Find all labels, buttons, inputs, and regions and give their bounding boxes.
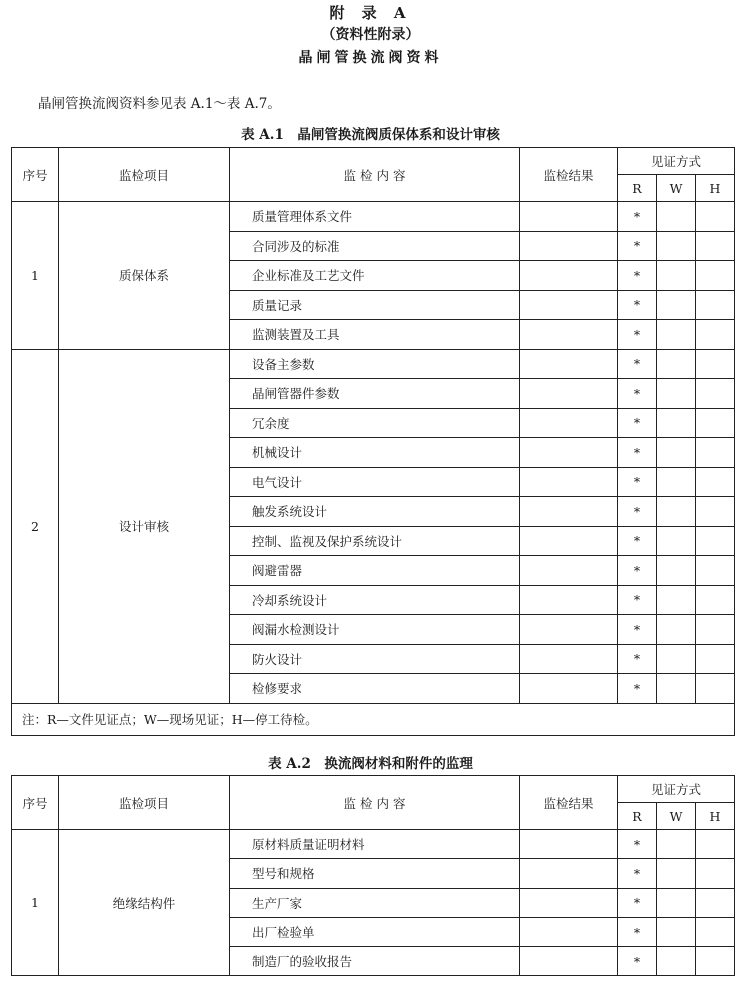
content-cell: 冗余度 <box>230 408 520 438</box>
content-cell: 制造厂的验收报告 <box>230 947 520 976</box>
witness-h-cell <box>696 888 735 917</box>
table-a2-body <box>12 830 735 976</box>
witness-r-cell: * <box>618 615 657 645</box>
column-header-item: 监检项目 <box>59 776 230 830</box>
content-cell: 企业标准及工艺文件 <box>230 261 520 291</box>
content-cell: 原材料质量证明材料 <box>230 830 520 859</box>
witness-w-cell <box>657 231 696 261</box>
witness-r-cell: * <box>618 202 657 232</box>
column-header-witness: 见证方式 <box>618 776 735 803</box>
witness-w-cell <box>657 674 696 704</box>
witness-r-cell: * <box>618 888 657 917</box>
witness-r-cell: * <box>618 231 657 261</box>
witness-w-cell <box>657 202 696 232</box>
witness-r-cell: * <box>618 859 657 888</box>
item-cell: 设计审核 <box>59 349 230 703</box>
witness-h-cell <box>696 349 735 379</box>
witness-h-cell <box>696 674 735 704</box>
result-cell <box>520 556 618 586</box>
appendix-type: （资料性附录） <box>321 27 420 43</box>
result-cell <box>520 202 618 232</box>
result-cell <box>520 320 618 350</box>
witness-r-cell: * <box>618 526 657 556</box>
content-cell: 生产厂家 <box>230 888 520 917</box>
result-cell <box>520 585 618 615</box>
column-header-result: 监检结果 <box>520 148 618 202</box>
result-cell <box>520 615 618 645</box>
column-header-h: H <box>696 175 735 202</box>
result-cell <box>520 830 618 859</box>
witness-r-cell: * <box>618 320 657 350</box>
table-a2-caption: 表 A.2 换流阀材料和附件的监理 <box>268 756 473 772</box>
result-cell <box>520 408 618 438</box>
result-cell <box>520 674 618 704</box>
result-cell <box>520 644 618 674</box>
content-cell: 触发系统设计 <box>230 497 520 527</box>
witness-r-cell: * <box>618 408 657 438</box>
witness-h-cell <box>696 231 735 261</box>
witness-r-cell: * <box>618 497 657 527</box>
result-cell <box>520 379 618 409</box>
result-cell <box>520 888 618 917</box>
column-header-seq: 序号 <box>12 148 59 202</box>
table-row <box>12 202 735 232</box>
column-header-r: R <box>618 175 657 202</box>
witness-h-cell <box>696 526 735 556</box>
witness-h-cell <box>696 644 735 674</box>
column-header-witness: 见证方式 <box>618 148 735 175</box>
seq-cell: 2 <box>12 349 59 703</box>
witness-h-cell <box>696 202 735 232</box>
witness-r-cell: * <box>618 674 657 704</box>
content-cell: 监测装置及工具 <box>230 320 520 350</box>
witness-w-cell <box>657 290 696 320</box>
content-cell: 控制、监视及保护系统设计 <box>230 526 520 556</box>
result-cell <box>520 467 618 497</box>
witness-h-cell <box>696 917 735 946</box>
item-cell: 绝缘结构件 <box>59 830 230 976</box>
witness-w-cell <box>657 408 696 438</box>
content-cell: 冷却系统设计 <box>230 585 520 615</box>
item-cell: 质保体系 <box>59 202 230 350</box>
column-header-h: H <box>696 803 735 830</box>
witness-w-cell <box>657 947 696 976</box>
witness-w-cell <box>657 467 696 497</box>
witness-r-cell: * <box>618 379 657 409</box>
seq-cell: 1 <box>12 202 59 350</box>
result-cell <box>520 290 618 320</box>
appendix-heading: 附 录 A <box>329 4 412 22</box>
witness-w-cell <box>657 438 696 468</box>
witness-w-cell <box>657 526 696 556</box>
content-cell: 阀漏水检测设计 <box>230 615 520 645</box>
witness-r-cell: * <box>618 556 657 586</box>
witness-h-cell <box>696 497 735 527</box>
column-header-w: W <box>657 803 696 830</box>
witness-h-cell <box>696 585 735 615</box>
witness-h-cell <box>696 467 735 497</box>
column-header-r: R <box>618 803 657 830</box>
intro-paragraph: 晶闸管换流阀资料参见表 A.1～表 A.7。 <box>38 96 281 112</box>
witness-w-cell <box>657 888 696 917</box>
column-header-seq: 序号 <box>12 776 59 830</box>
table-row <box>12 830 735 859</box>
witness-w-cell <box>657 497 696 527</box>
witness-r-cell: * <box>618 290 657 320</box>
content-cell: 设备主参数 <box>230 349 520 379</box>
witness-r-cell: * <box>618 644 657 674</box>
result-cell <box>520 261 618 291</box>
witness-w-cell <box>657 644 696 674</box>
witness-h-cell <box>696 556 735 586</box>
result-cell <box>520 859 618 888</box>
seq-cell: 1 <box>12 830 59 976</box>
witness-r-cell: * <box>618 467 657 497</box>
witness-h-cell <box>696 615 735 645</box>
witness-h-cell <box>696 320 735 350</box>
column-header-result: 监检结果 <box>520 776 618 830</box>
witness-w-cell <box>657 261 696 291</box>
result-cell <box>520 231 618 261</box>
witness-r-cell: * <box>618 438 657 468</box>
witness-w-cell <box>657 917 696 946</box>
table-a2 <box>11 775 735 976</box>
witness-r-cell: * <box>618 585 657 615</box>
witness-w-cell <box>657 615 696 645</box>
witness-h-cell <box>696 261 735 291</box>
witness-w-cell <box>657 830 696 859</box>
content-cell: 质量记录 <box>230 290 520 320</box>
content-cell: 检修要求 <box>230 674 520 704</box>
witness-h-cell <box>696 290 735 320</box>
content-cell: 晶闸管器件参数 <box>230 379 520 409</box>
content-cell: 阀避雷器 <box>230 556 520 586</box>
witness-r-cell: * <box>618 349 657 379</box>
result-cell <box>520 349 618 379</box>
result-cell <box>520 947 618 976</box>
witness-w-cell <box>657 859 696 888</box>
witness-w-cell <box>657 585 696 615</box>
table-a1-body <box>12 202 735 704</box>
column-header-item: 监检项目 <box>59 148 230 202</box>
witness-h-cell <box>696 408 735 438</box>
witness-r-cell: * <box>618 261 657 291</box>
witness-w-cell <box>657 379 696 409</box>
column-header-w: W <box>657 175 696 202</box>
result-cell <box>520 438 618 468</box>
witness-h-cell <box>696 947 735 976</box>
table-a1-note: 注：R—文件见证点；W—现场见证；H—停工待检。 <box>12 703 735 735</box>
witness-r-cell: * <box>618 917 657 946</box>
result-cell <box>520 497 618 527</box>
witness-h-cell <box>696 379 735 409</box>
table-a1 <box>11 147 735 736</box>
witness-h-cell <box>696 859 735 888</box>
result-cell <box>520 917 618 946</box>
witness-r-cell: * <box>618 830 657 859</box>
content-cell: 防火设计 <box>230 644 520 674</box>
witness-r-cell: * <box>618 947 657 976</box>
content-cell: 型号和规格 <box>230 859 520 888</box>
table-row <box>12 349 735 379</box>
content-cell: 出厂检验单 <box>230 917 520 946</box>
content-cell: 质量管理体系文件 <box>230 202 520 232</box>
content-cell: 电气设计 <box>230 467 520 497</box>
appendix-title: 晶闸管换流阀资料 <box>298 50 443 66</box>
content-cell: 机械设计 <box>230 438 520 468</box>
witness-h-cell <box>696 830 735 859</box>
witness-w-cell <box>657 320 696 350</box>
column-header-content: 监 检 内 容 <box>230 776 520 830</box>
witness-w-cell <box>657 349 696 379</box>
witness-h-cell <box>696 438 735 468</box>
content-cell: 合同涉及的标准 <box>230 231 520 261</box>
witness-w-cell <box>657 556 696 586</box>
table-a1-caption: 表 A.1 晶闸管换流阀质保体系和设计审核 <box>241 127 500 143</box>
column-header-content: 监 检 内 容 <box>230 148 520 202</box>
result-cell <box>520 526 618 556</box>
